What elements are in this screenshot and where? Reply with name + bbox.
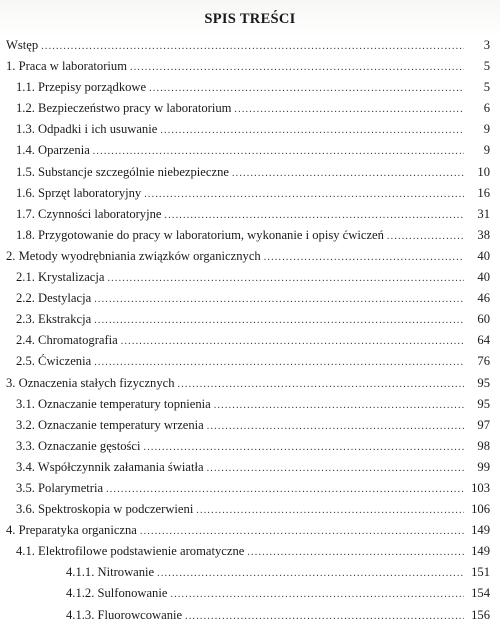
toc-entry xyxy=(6,502,490,523)
toc-entry-label: 1.5. Substancje szczególnie niebezpieczne xyxy=(16,164,229,179)
dot-leader xyxy=(207,421,464,432)
toc-entry-label: 1.6. Sprzęt laboratoryjny xyxy=(16,185,142,200)
table-of-contents xyxy=(6,38,490,629)
toc-entry-page: 103 xyxy=(471,480,490,495)
page-title: SPIS TREŚCI xyxy=(204,11,296,27)
toc-entry-page: 40 xyxy=(477,270,490,285)
dot-leader xyxy=(41,41,464,52)
toc-entry xyxy=(6,228,490,249)
toc-entry xyxy=(6,397,490,418)
dot-leader xyxy=(93,146,464,157)
toc-entry xyxy=(6,481,490,502)
toc-entry-page: 95 xyxy=(477,396,490,411)
toc-entry xyxy=(6,165,490,186)
toc-entry xyxy=(6,333,490,354)
toc-entry xyxy=(6,586,490,607)
toc-entry xyxy=(6,439,490,460)
toc-entry-page: 40 xyxy=(477,248,490,263)
toc-entry-label: Wstęp xyxy=(6,38,39,52)
dot-leader xyxy=(170,589,464,600)
dot-leader xyxy=(160,125,464,136)
toc-entry xyxy=(6,122,490,143)
toc-entry-label: 3.4. Współczynnik załamania światła xyxy=(16,459,204,474)
toc-entry xyxy=(6,312,490,333)
toc-entry xyxy=(6,207,490,228)
toc-entry-page: 31 xyxy=(477,206,490,221)
toc-entry xyxy=(6,418,490,439)
dot-leader xyxy=(107,273,464,284)
toc-entry-page: 6 xyxy=(483,101,490,116)
toc-entry-page: 9 xyxy=(483,122,490,137)
toc-entry-label: 3. Oznaczenia stałych fizycznych xyxy=(6,375,175,390)
dot-leader xyxy=(144,189,464,200)
toc-entry-label: 1. Praca w laboratorium xyxy=(6,59,127,74)
toc-entry-page: 99 xyxy=(477,459,490,474)
dot-leader xyxy=(387,231,464,242)
toc-entry-label: 4.1.1. Nitrowanie xyxy=(66,565,155,580)
toc-entry-label: 4.1.3. Fluorowcowanie xyxy=(66,607,183,622)
toc-entry-page: 106 xyxy=(471,502,490,517)
toc-entry-label: 4.1. Elektrofilowe podstawienie aromatyczne xyxy=(16,544,245,559)
toc-entry-page: 151 xyxy=(471,565,490,580)
toc-entry xyxy=(6,608,490,629)
toc-entry xyxy=(6,143,490,164)
toc-entry-label: 2.5. Ćwiczenia xyxy=(16,354,92,369)
toc-entry-label: 1.3. Odpadki i ich usuwanie xyxy=(16,122,158,137)
toc-entry-page: 9 xyxy=(483,143,490,158)
dot-leader xyxy=(185,611,464,622)
toc-entry-label: 1.1. Przepisy porządkowe xyxy=(16,80,147,95)
toc-entry xyxy=(6,523,490,544)
toc-entry-page: 5 xyxy=(483,80,490,95)
toc-entry xyxy=(6,376,490,397)
toc-entry-label: 4.1.2. Sulfonowanie xyxy=(66,586,168,601)
dot-leader xyxy=(232,168,464,179)
toc-entry-label: 3.3. Oznaczanie gęstości xyxy=(16,438,141,453)
toc-entry-page: 16 xyxy=(477,185,490,200)
toc-entry xyxy=(6,291,490,312)
toc-entry-page: 97 xyxy=(477,417,490,432)
toc-entry-page: 95 xyxy=(477,375,490,390)
dot-leader xyxy=(130,62,464,73)
dot-leader xyxy=(94,357,464,368)
dot-leader xyxy=(157,568,464,579)
toc-entry-label: 3.2. Oznaczanie temperatury wrzenia xyxy=(16,417,204,432)
toc-entry xyxy=(6,249,490,270)
dot-leader xyxy=(247,547,464,558)
dot-leader xyxy=(106,484,464,495)
dot-leader xyxy=(264,252,464,263)
toc-entry-label: 2. Metody wyodrębniania związków organicznych xyxy=(6,248,261,263)
toc-entry-label: 3.1. Oznaczanie temperatury topnienia xyxy=(16,396,211,411)
toc-entry-page: 98 xyxy=(477,438,490,453)
toc-entry-label: 1.2. Bezpieczeństwo pracy w laboratorium xyxy=(16,101,232,116)
dot-leader xyxy=(165,210,465,221)
dot-leader xyxy=(196,505,464,516)
toc-entry-page: 64 xyxy=(477,333,490,348)
dot-leader xyxy=(140,526,464,537)
toc-entry-page: 46 xyxy=(477,291,490,306)
dot-leader xyxy=(144,442,465,453)
toc-entry-page: 149 xyxy=(471,544,490,559)
toc-entry-page: 76 xyxy=(477,354,490,369)
toc-entry-label: 2.4. Chromatografia xyxy=(16,333,118,348)
dot-leader xyxy=(234,104,464,115)
toc-entry xyxy=(6,544,490,565)
toc-entry-page: 60 xyxy=(477,312,490,327)
toc-entry-label: 4. Preparatyka organiczna xyxy=(6,523,137,538)
toc-entry-label: 2.3. Ekstrakcja xyxy=(16,312,92,327)
toc-entry xyxy=(6,354,490,375)
toc-entry xyxy=(6,270,490,291)
toc-entry-page: 5 xyxy=(483,59,490,74)
toc-entry-page: 149 xyxy=(471,523,490,538)
toc-entry-label: 1.4. Oparzenia xyxy=(16,143,90,158)
dot-leader xyxy=(121,336,464,347)
toc-entry-label: 2.2. Destylacja xyxy=(16,291,92,306)
toc-entry xyxy=(6,186,490,207)
toc-entry xyxy=(6,460,490,481)
toc-entry xyxy=(6,101,490,122)
dot-leader xyxy=(94,315,464,326)
dot-leader xyxy=(207,463,464,474)
dot-leader xyxy=(214,400,464,411)
toc-entry xyxy=(6,59,490,80)
toc-entry-label: 1.7. Czynności laboratoryjne xyxy=(16,206,162,221)
toc-entry xyxy=(6,80,490,101)
toc-entry-label: 1.8. Przygotowanie do pracy w laboratorium, wykonanie i opisy ćwiczeń xyxy=(16,227,384,242)
toc-entry-page: 154 xyxy=(471,586,490,601)
toc-entry-page: 156 xyxy=(471,607,490,622)
dot-leader xyxy=(94,294,464,305)
toc-entry-page: 38 xyxy=(477,227,490,242)
dot-leader xyxy=(149,83,464,94)
toc-entry xyxy=(6,38,490,59)
dot-leader xyxy=(178,379,464,390)
toc-entry-label: 3.6. Spektroskopia w podczerwieni xyxy=(16,502,194,517)
toc-entry-label: 2.1. Krystalizacja xyxy=(16,270,105,285)
toc-entry-page: 3 xyxy=(483,38,490,52)
toc-entry-page: 10 xyxy=(477,164,490,179)
toc-entry xyxy=(6,565,490,586)
toc-entry-label: 3.5. Polarymetria xyxy=(16,480,104,495)
